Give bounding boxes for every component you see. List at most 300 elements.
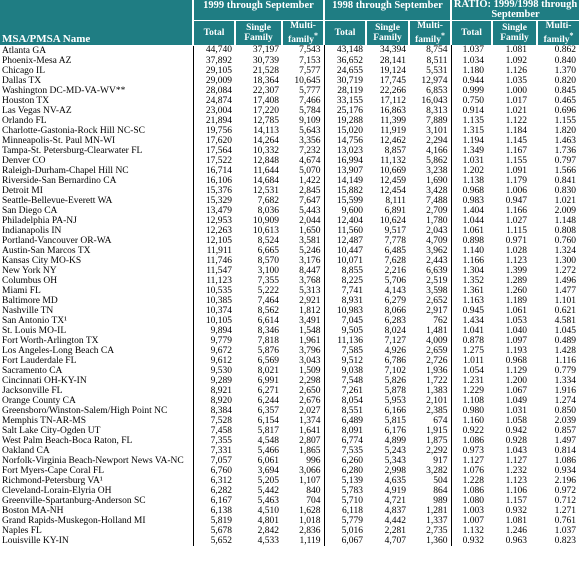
msa-name-cell: San Antonio TX¹ bbox=[0, 316, 193, 326]
cell-ratio-single: 0.932 bbox=[505, 505, 527, 516]
cell-multi-1998: 4,709 bbox=[409, 236, 451, 246]
table-row bbox=[0, 86, 580, 96]
cell-ratio-single: 1.097 bbox=[505, 335, 527, 346]
cell-single-1999: 6,665 bbox=[257, 245, 279, 256]
cell-ratio-multi: 1.916 bbox=[554, 385, 577, 396]
cell-ratio-single: 1.040 bbox=[505, 325, 527, 336]
cell-multi-1998: 864 bbox=[409, 486, 451, 496]
cell-multi-1998: 16,043 bbox=[409, 96, 451, 106]
cell-ratio-multi: 0.489 bbox=[554, 335, 577, 346]
msa-name-cell: Minneapolis-St. Paul MN-WI bbox=[0, 136, 193, 146]
cell-total-1999: 10,385 bbox=[205, 295, 232, 306]
table-row bbox=[0, 476, 580, 486]
cell-total-1998: 19,288 bbox=[336, 115, 363, 126]
cell-multi-1999: 3,176 bbox=[282, 256, 324, 266]
cell-ratio-total: 1.127 bbox=[462, 455, 484, 466]
table-row bbox=[0, 516, 580, 526]
cell-multi-1998: 1,875 bbox=[409, 436, 451, 446]
table-row bbox=[0, 66, 580, 76]
cell-total-1999: 8,921 bbox=[210, 385, 232, 396]
cell-ratio-total: 0.898 bbox=[462, 235, 484, 246]
cell-ratio-total: 0.980 bbox=[462, 405, 484, 416]
cell-multi-1999: 3,356 bbox=[282, 136, 324, 146]
cell-total-1999: 23,004 bbox=[205, 105, 232, 116]
msa-name-cell: Greenville-Spartanburg-Anderson SC bbox=[0, 496, 193, 506]
cell-total-1998: 6,118 bbox=[341, 505, 363, 516]
cell-total-1999: 8,920 bbox=[210, 395, 232, 406]
cell-total-1998: 8,551 bbox=[341, 405, 363, 416]
cell-single-1999: 12,531 bbox=[252, 185, 279, 196]
cell-total-1999: 15,376 bbox=[205, 185, 232, 196]
msa-name-cell: Washington DC-MD-VA-WV** bbox=[0, 86, 193, 96]
cell-ratio-multi: 1.428 bbox=[554, 345, 577, 356]
cell-ratio-total: 1.044 bbox=[462, 215, 484, 226]
table-row bbox=[0, 366, 580, 376]
cell-multi-1998: 3,598 bbox=[409, 286, 451, 296]
cell-total-1998: 5,783 bbox=[341, 485, 363, 496]
cell-ratio-total: 1.404 bbox=[462, 205, 484, 216]
cell-ratio-single: 1.017 bbox=[505, 95, 527, 106]
cell-ratio-single: 1.122 bbox=[505, 115, 527, 126]
cell-ratio-total: 1.352 bbox=[462, 275, 484, 286]
msa-name-cell: Dallas TX bbox=[0, 76, 193, 86]
msa-name-cell: Orange County CA bbox=[0, 396, 193, 406]
cell-ratio-multi: 1.271 bbox=[554, 505, 577, 516]
cell-total-1998: 8,225 bbox=[341, 275, 363, 286]
cell-ratio-single: 0.942 bbox=[505, 425, 527, 436]
col-multi-ratio: Multi-family* bbox=[537, 21, 580, 46]
msa-name-cell: Cleveland-Lorain-Elyria OH bbox=[0, 486, 193, 496]
cell-ratio-total: 0.983 bbox=[462, 195, 484, 206]
cell-ratio-multi: 1.463 bbox=[554, 135, 577, 146]
cell-total-1998: 7,535 bbox=[341, 445, 363, 456]
cell-total-1998: 9,512 bbox=[341, 355, 363, 366]
msa-name-cell: Cincinnati OH-KY-IN bbox=[0, 376, 193, 386]
cell-single-1998: 6,891 bbox=[384, 205, 406, 216]
cell-ratio-single: 1.091 bbox=[505, 165, 527, 176]
cell-multi-1999: 704 bbox=[282, 496, 324, 506]
cell-single-1999: 5,205 bbox=[257, 475, 279, 486]
cell-multi-1998: 8,754 bbox=[409, 45, 451, 56]
cell-total-1999: 5,652 bbox=[210, 535, 232, 546]
cell-ratio-total: 1.194 bbox=[462, 135, 484, 146]
table-row bbox=[0, 466, 580, 476]
cell-total-1998: 11,560 bbox=[337, 225, 363, 236]
cell-total-1998: 6,280 bbox=[341, 465, 363, 476]
cell-ratio-multi: 4.581 bbox=[554, 315, 577, 326]
table-row bbox=[0, 126, 580, 136]
msa-name-cell: Tampa-St. Petersburg-Clearwater FL bbox=[0, 146, 193, 156]
cell-ratio-total: 1.231 bbox=[462, 375, 484, 386]
cell-total-1999: 9,289 bbox=[210, 375, 232, 386]
cell-multi-1998: 5,531 bbox=[409, 66, 451, 76]
cell-total-1998: 8,855 bbox=[341, 265, 363, 276]
cell-ratio-total: 0.750 bbox=[462, 95, 484, 106]
cell-total-1998: 9,600 bbox=[341, 205, 363, 216]
cell-ratio-total: 1.031 bbox=[462, 155, 484, 166]
cell-multi-1998: 3,238 bbox=[409, 166, 451, 176]
cell-ratio-single: 1.053 bbox=[505, 315, 527, 326]
cell-total-1999: 29,105 bbox=[205, 65, 232, 76]
cell-ratio-single: 1.126 bbox=[505, 65, 527, 76]
cell-single-1999: 14,684 bbox=[252, 175, 279, 186]
msa-name-cell: Oakland CA bbox=[0, 446, 193, 456]
cell-ratio-multi: 0.808 bbox=[554, 225, 577, 236]
table-row bbox=[0, 256, 580, 266]
cell-multi-1999: 9,109 bbox=[282, 116, 324, 126]
cell-total-1999: 9,530 bbox=[210, 365, 232, 376]
cell-total-1998: 15,020 bbox=[336, 125, 363, 136]
cell-ratio-total: 1.007 bbox=[462, 515, 484, 526]
msa-name-cell: Houston TX bbox=[0, 96, 193, 106]
cell-total-1998: 13,907 bbox=[336, 165, 363, 176]
cell-ratio-multi: 0.857 bbox=[554, 425, 577, 436]
cell-total-1999: 6,312 bbox=[210, 475, 232, 486]
cell-ratio-total: 1.202 bbox=[462, 165, 484, 176]
cell-ratio-total: 1.160 bbox=[462, 415, 484, 426]
cell-single-1998: 5,243 bbox=[384, 445, 406, 456]
cell-single-1999: 10,332 bbox=[252, 145, 279, 156]
cell-ratio-total: 1.080 bbox=[462, 495, 484, 506]
cell-total-1998: 16,994 bbox=[336, 155, 363, 166]
cell-total-1999: 37,892 bbox=[205, 55, 232, 66]
cell-total-1998: 9,505 bbox=[341, 325, 363, 336]
cell-total-1999: 12,953 bbox=[205, 215, 232, 226]
cell-ratio-single: 1.129 bbox=[505, 365, 527, 376]
cell-ratio-multi: 1.045 bbox=[554, 325, 577, 336]
cell-multi-1999: 1,107 bbox=[282, 476, 324, 486]
table-row bbox=[0, 396, 580, 406]
cell-multi-1999: 5,070 bbox=[282, 166, 324, 176]
cell-total-1998: 7,045 bbox=[341, 315, 363, 326]
cell-single-1999: 7,818 bbox=[257, 335, 279, 346]
cell-multi-1998: 1,481 bbox=[409, 326, 451, 336]
cell-multi-1998: 7,889 bbox=[409, 116, 451, 126]
cell-single-1999: 8,346 bbox=[257, 325, 279, 336]
cell-total-1998: 5,710 bbox=[341, 495, 363, 506]
cell-ratio-multi: 0.820 bbox=[554, 75, 577, 86]
table-row bbox=[0, 276, 580, 286]
cell-single-1999: 4,510 bbox=[257, 505, 279, 516]
cell-single-1999: 17,408 bbox=[252, 95, 279, 106]
cell-ratio-multi: 1.370 bbox=[554, 65, 577, 76]
cell-ratio-multi: 1.037 bbox=[554, 525, 577, 536]
cell-ratio-total: 1.434 bbox=[462, 315, 484, 326]
cell-multi-1998: 2,292 bbox=[409, 446, 451, 456]
table-row bbox=[0, 146, 580, 156]
table-row bbox=[0, 156, 580, 166]
cell-ratio-total: 1.180 bbox=[462, 65, 484, 76]
cell-multi-1999: 3,581 bbox=[282, 236, 324, 246]
cell-ratio-single: 0.928 bbox=[505, 435, 527, 446]
cell-single-1998: 22,266 bbox=[379, 85, 406, 96]
table-row bbox=[0, 96, 580, 106]
cell-multi-1999: 2,845 bbox=[282, 186, 324, 196]
cell-single-1998: 19,124 bbox=[379, 65, 406, 76]
cell-single-1999: 8,570 bbox=[257, 255, 279, 266]
cell-ratio-total: 1.140 bbox=[462, 245, 484, 256]
cell-ratio-multi: 1.820 bbox=[554, 125, 577, 136]
cell-single-1998: 5,343 bbox=[384, 455, 406, 466]
cell-total-1999: 5,678 bbox=[210, 525, 232, 536]
cell-ratio-single: 1.027 bbox=[505, 215, 527, 226]
cell-ratio-single: 1.043 bbox=[505, 445, 527, 456]
msa-name-cell: San Diego CA bbox=[0, 206, 193, 216]
cell-ratio-single: 1.166 bbox=[505, 205, 527, 216]
table-row bbox=[0, 326, 580, 336]
cell-ratio-single: 1.232 bbox=[505, 465, 527, 476]
cell-ratio-single: 1.145 bbox=[505, 135, 527, 146]
cell-single-1998: 2,998 bbox=[384, 465, 406, 476]
cell-multi-1999: 7,647 bbox=[282, 196, 324, 206]
cell-ratio-multi: 0.696 bbox=[554, 105, 577, 116]
msa-name-cell: Louisville KY-IN bbox=[0, 536, 193, 546]
cell-total-1999: 6,138 bbox=[210, 505, 232, 516]
cell-ratio-single: 1.179 bbox=[505, 175, 527, 186]
cell-ratio-single: 0.963 bbox=[505, 535, 527, 546]
cell-single-1998: 5,878 bbox=[384, 385, 406, 396]
cell-multi-1999: 1,628 bbox=[282, 506, 324, 516]
cell-single-1998: 4,721 bbox=[384, 495, 406, 506]
cell-total-1999: 12,105 bbox=[205, 235, 232, 246]
cell-multi-1998: 1,936 bbox=[409, 366, 451, 376]
cell-ratio-total: 1.138 bbox=[462, 175, 484, 186]
cell-multi-1999: 4,674 bbox=[282, 156, 324, 166]
cell-single-1998: 10,669 bbox=[379, 165, 406, 176]
cell-multi-1998: 1,780 bbox=[409, 216, 451, 226]
cell-multi-1998: 6,853 bbox=[409, 86, 451, 96]
cell-single-1999: 21,528 bbox=[252, 65, 279, 76]
cell-ratio-total: 0.973 bbox=[462, 445, 484, 456]
cell-multi-1998: 2,043 bbox=[409, 226, 451, 236]
msa-name-cell: Naples FL bbox=[0, 526, 193, 536]
cell-ratio-single: 1.127 bbox=[505, 455, 527, 466]
cell-ratio-total: 0.999 bbox=[462, 85, 484, 96]
msa-name-cell: Detroit MI bbox=[0, 186, 193, 196]
cell-multi-1999: 840 bbox=[282, 486, 324, 496]
cell-ratio-multi: 0.779 bbox=[554, 365, 577, 376]
cell-ratio-total: 1.349 bbox=[462, 145, 484, 156]
cell-ratio-total: 1.166 bbox=[462, 255, 484, 266]
cell-total-1999: 15,329 bbox=[205, 195, 232, 206]
cell-single-1999: 10,909 bbox=[252, 215, 279, 226]
cell-multi-1998: 5,862 bbox=[409, 156, 451, 166]
cell-total-1999: 9,779 bbox=[210, 335, 232, 346]
cell-total-1999: 11,746 bbox=[206, 255, 232, 266]
msa-name-cell: Sacramento CA bbox=[0, 366, 193, 376]
cell-multi-1999: 996 bbox=[282, 456, 324, 466]
table-row bbox=[0, 456, 580, 466]
col-single-ratio: Single Family bbox=[492, 21, 537, 46]
cell-single-1998: 8,024 bbox=[384, 325, 406, 336]
cell-single-1999: 6,569 bbox=[257, 355, 279, 366]
cell-total-1999: 9,672 bbox=[210, 345, 232, 356]
cell-total-1998: 10,983 bbox=[336, 305, 363, 316]
cell-ratio-total: 1.228 bbox=[462, 475, 484, 486]
cell-single-1999: 14,113 bbox=[253, 125, 279, 136]
cell-total-1998: 6,774 bbox=[341, 435, 363, 446]
cell-multi-1999: 1,422 bbox=[282, 176, 324, 186]
cell-single-1999: 4,801 bbox=[257, 515, 279, 526]
cell-ratio-multi: 1.324 bbox=[554, 245, 577, 256]
period-1999-header: 1999 through September bbox=[193, 0, 324, 21]
cell-total-1998: 7,741 bbox=[341, 285, 363, 296]
cell-total-1998: 10,447 bbox=[336, 245, 363, 256]
cell-single-1998: 28,141 bbox=[379, 55, 406, 66]
table-row bbox=[0, 246, 580, 256]
cell-total-1998: 30,719 bbox=[336, 75, 363, 86]
cell-single-1998: 5,706 bbox=[384, 275, 406, 286]
cell-total-1999: 17,620 bbox=[205, 135, 232, 146]
cell-single-1999: 11,644 bbox=[253, 165, 279, 176]
cell-ratio-single: 1.399 bbox=[505, 265, 527, 276]
msa-name-cell: Phoenix-Mesa AZ bbox=[0, 56, 193, 66]
cell-ratio-multi: 1.566 bbox=[554, 165, 577, 176]
cell-ratio-single: 0.971 bbox=[505, 235, 527, 246]
cell-multi-1999: 2,921 bbox=[282, 296, 324, 306]
cell-multi-1999: 7,153 bbox=[282, 56, 324, 66]
msa-name-cell: Baltimore MD bbox=[0, 296, 193, 306]
cell-multi-1998: 8,313 bbox=[409, 106, 451, 116]
cell-multi-1999: 5,443 bbox=[282, 206, 324, 216]
cell-total-1998: 7,548 bbox=[341, 375, 363, 386]
table-row bbox=[0, 416, 580, 426]
cell-ratio-total: 1.076 bbox=[462, 465, 484, 476]
cell-ratio-total: 1.011 bbox=[462, 355, 484, 366]
cell-total-1999: 9,612 bbox=[210, 355, 232, 366]
cell-ratio-multi: 0.797 bbox=[554, 155, 577, 166]
cell-total-1999: 24,874 bbox=[205, 95, 232, 106]
cell-ratio-total: 1.003 bbox=[462, 505, 484, 516]
cell-single-1998: 5,953 bbox=[384, 395, 406, 406]
cell-single-1999: 4,533 bbox=[257, 535, 279, 546]
cell-ratio-multi: 1.274 bbox=[554, 395, 577, 406]
msa-name-cell: Fort Worth-Arlington TX bbox=[0, 336, 193, 346]
table-body bbox=[0, 45, 580, 546]
cell-total-1998: 36,652 bbox=[336, 55, 363, 66]
cell-ratio-multi: 2.009 bbox=[554, 205, 577, 216]
cell-ratio-single: 1.081 bbox=[505, 45, 527, 56]
cell-multi-1999: 1,119 bbox=[282, 536, 324, 546]
cell-multi-1999: 3,043 bbox=[282, 356, 324, 366]
cell-ratio-single: 1.021 bbox=[505, 105, 527, 116]
cell-multi-1999: 5,784 bbox=[282, 106, 324, 116]
cell-total-1999: 10,535 bbox=[205, 285, 232, 296]
cell-single-1998: 8,857 bbox=[384, 145, 406, 156]
cell-ratio-multi: 0.862 bbox=[554, 45, 577, 56]
cell-total-1998: 24,655 bbox=[336, 65, 363, 76]
msa-name-cell: Kansas City MO-KS bbox=[0, 256, 193, 266]
cell-ratio-multi: 0.845 bbox=[554, 85, 577, 96]
table-row bbox=[0, 45, 580, 56]
cell-multi-1998: 2,726 bbox=[409, 356, 451, 366]
cell-multi-1999: 7,232 bbox=[282, 146, 324, 156]
msa-name-cell: Charlotte-Gastonia-Rock Hill NC-SC bbox=[0, 126, 193, 136]
cell-multi-1999: 1,374 bbox=[282, 416, 324, 426]
cell-ratio-total: 1.163 bbox=[462, 295, 484, 306]
cell-ratio-multi: 1.496 bbox=[554, 275, 577, 286]
cell-multi-1998: 3,428 bbox=[409, 186, 451, 196]
table-row bbox=[0, 376, 580, 386]
cell-single-1998: 6,166 bbox=[384, 405, 406, 416]
cell-ratio-single: 1.123 bbox=[505, 255, 527, 266]
cell-single-1998: 10,624 bbox=[379, 215, 406, 226]
cell-ratio-single: 1.167 bbox=[505, 145, 527, 156]
table-row bbox=[0, 236, 580, 246]
cell-total-1998: 15,599 bbox=[336, 195, 363, 206]
table-row bbox=[0, 216, 580, 226]
cell-total-1999: 28,084 bbox=[205, 85, 232, 96]
table-row bbox=[0, 536, 580, 546]
cell-single-1998: 4,926 bbox=[384, 345, 406, 356]
cell-single-1999: 17,220 bbox=[252, 105, 279, 116]
cell-single-1998: 7,778 bbox=[384, 235, 406, 246]
msa-name-cell: Riverside-San Bernardino CA bbox=[0, 176, 193, 186]
cell-total-1999: 7,458 bbox=[210, 425, 232, 436]
cell-single-1999: 5,876 bbox=[257, 345, 279, 356]
table-row bbox=[0, 386, 580, 396]
cell-total-1999: 10,105 bbox=[205, 315, 232, 326]
cell-single-1998: 4,919 bbox=[384, 485, 406, 496]
cell-single-1999: 37,197 bbox=[252, 45, 279, 56]
cell-single-1999: 4,548 bbox=[257, 435, 279, 446]
cell-single-1999: 10,613 bbox=[252, 225, 279, 236]
cell-single-1999: 8,562 bbox=[257, 305, 279, 316]
cell-single-1999: 22,307 bbox=[252, 85, 279, 96]
cell-single-1999: 6,154 bbox=[257, 415, 279, 426]
msa-name-cell: Richmond-Petersburg VA¹ bbox=[0, 476, 193, 486]
cell-ratio-multi: 0.840 bbox=[554, 55, 577, 66]
cell-single-1999: 7,355 bbox=[257, 275, 279, 286]
cell-ratio-total: 1.132 bbox=[462, 525, 484, 536]
cell-single-1999: 5,222 bbox=[257, 285, 279, 296]
cell-multi-1999: 3,796 bbox=[282, 346, 324, 356]
msa-name-cell: Atlanta GA bbox=[0, 45, 193, 56]
cell-total-1998: 25,176 bbox=[336, 105, 363, 116]
cell-ratio-multi: 1.477 bbox=[554, 285, 577, 296]
cell-total-1998: 12,487 bbox=[336, 235, 363, 246]
cell-total-1998: 5,139 bbox=[341, 475, 363, 486]
cell-single-1998: 11,132 bbox=[380, 155, 406, 166]
msa-name-cell: Seattle-Bellevue-Everett WA bbox=[0, 196, 193, 206]
cell-ratio-total: 1.086 bbox=[462, 435, 484, 446]
msa-name-cell: Nashville TN bbox=[0, 306, 193, 316]
cell-total-1999: 13,479 bbox=[205, 205, 232, 216]
cell-ratio-multi: 1.116 bbox=[555, 355, 577, 366]
table-row bbox=[0, 306, 580, 316]
cell-single-1998: 4,143 bbox=[384, 285, 406, 296]
msa-name-cell: Jacksonville FL bbox=[0, 386, 193, 396]
header-group-row bbox=[0, 0, 580, 21]
cell-total-1998: 33,155 bbox=[336, 95, 363, 106]
cell-multi-1999: 5,777 bbox=[282, 86, 324, 96]
cell-ratio-multi: 1.086 bbox=[554, 455, 577, 466]
cell-multi-1998: 8,511 bbox=[409, 56, 451, 66]
msa-name-cell: Philadelphia PA-NJ bbox=[0, 216, 193, 226]
cell-single-1999: 6,357 bbox=[257, 405, 279, 416]
cell-multi-1999: 1,548 bbox=[282, 326, 324, 336]
cell-multi-1998: 3,282 bbox=[409, 466, 451, 476]
cell-ratio-multi: 0.850 bbox=[554, 405, 577, 416]
cell-ratio-total: 0.932 bbox=[462, 535, 484, 546]
cell-single-1999: 5,817 bbox=[257, 425, 279, 436]
cell-single-1999: 6,614 bbox=[257, 315, 279, 326]
cell-single-1999: 8,524 bbox=[257, 235, 279, 246]
table-row bbox=[0, 166, 580, 176]
period-1998-header: 1998 through September bbox=[324, 0, 451, 21]
msa-name-cell: Greensboro/Winston-Salem/High Point NC bbox=[0, 406, 193, 416]
cell-single-1999: 12,848 bbox=[252, 155, 279, 166]
